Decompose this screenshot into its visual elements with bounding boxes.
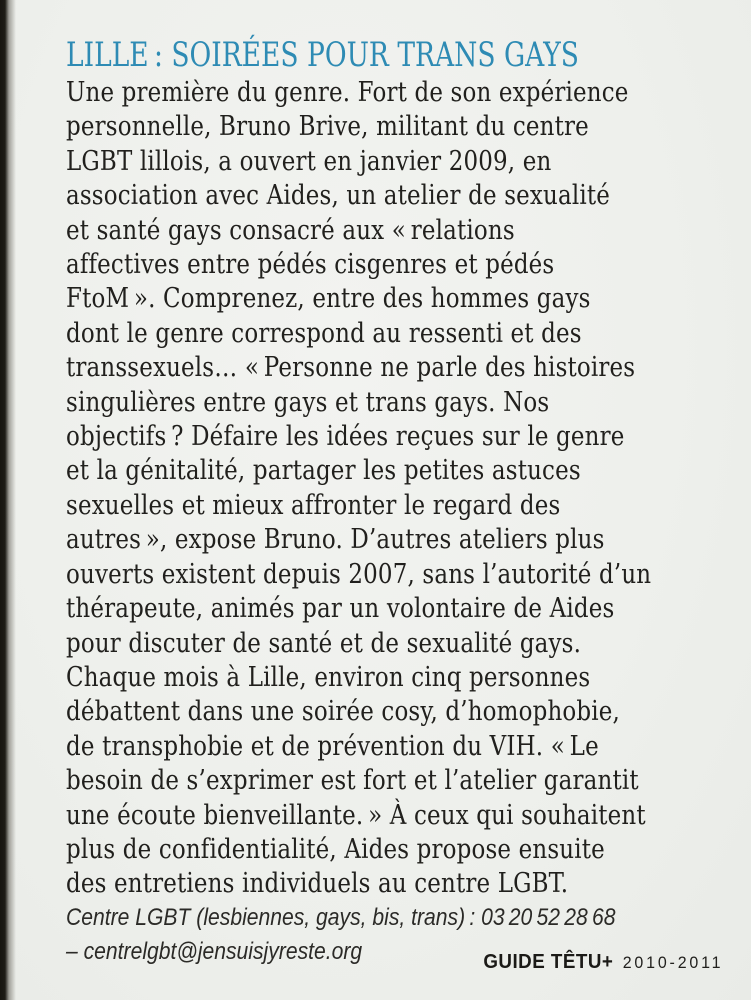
text-line: transsexuels… « Personne ne parle des histoires	[66, 352, 636, 384]
text-line: sexuelles et mieux affronter le regard des	[66, 489, 561, 521]
text-line: objectifs ? Défaire les idées reçues sur le genre	[66, 421, 625, 453]
text-line: association avec Aides, un atelier de sexualité	[66, 180, 610, 212]
text-line: besoin de s’exprimer est fort et l’atelier garantit	[66, 765, 639, 797]
text-line: personnelle, Bruno Brive, militant du centre	[66, 111, 589, 143]
footer-years: 2010-2011	[622, 953, 723, 972]
text-line: singulières entre gays et trans gays. Nos	[66, 386, 550, 418]
text-line: des entretiens individuels au centre LGBT.	[66, 868, 569, 900]
contact-line: – centrelgbt@jensuisjyreste.org	[66, 938, 363, 965]
text-line: LGBT lillois, a ouvert en janvier 2009, en	[66, 145, 552, 177]
text-line: une écoute bienveillante. » À ceux qui souhaitent	[66, 799, 646, 831]
footer-brand: GUIDE TÊTU+	[482, 951, 613, 973]
text-line: dont le genre correspond au ressenti et des	[66, 317, 582, 349]
text-line: affectives entre pédés cisgenres et pédés	[66, 249, 555, 281]
text-line: Chaque mois à Lille, environ cinq personnes	[66, 661, 591, 693]
text-line: plus de confidentialité, Aides propose ensuite	[66, 833, 605, 865]
article-body	[66, 76, 651, 902]
text-line: thérapeute, animés par un volontaire de Aides	[66, 593, 615, 625]
text-line: de transphobie et de prévention du VIH. « Le	[66, 730, 599, 762]
text-line: débattent dans une soirée cosy, d’homophobie,	[66, 696, 620, 728]
page-edge-shadow	[0, 0, 18, 1000]
text-line: et santé gays consacré aux « relations	[66, 214, 515, 246]
text-line: FtoM ». Comprenez, entre des hommes gays	[66, 283, 591, 315]
text-line: autres », expose Bruno. D’autres ateliers plus	[66, 524, 605, 556]
text-line: Une première du genre. Fort de son expérience	[66, 77, 629, 108]
text-line: et la génitalité, partager les petites astuces	[66, 455, 581, 487]
text-line: pour discuter de santé et de sexualité gays.	[66, 627, 582, 659]
article-title: LILLE : SOIRÉES POUR TRANS GAYS	[66, 35, 579, 75]
contact-line: Centre LGBT (lesbiennes, gays, bis, trans) : 03 20 52 28 68	[66, 904, 616, 931]
text-line: ouverts existent depuis 2007, sans l’autorité d’un	[66, 558, 652, 590]
page-footer	[483, 951, 723, 974]
